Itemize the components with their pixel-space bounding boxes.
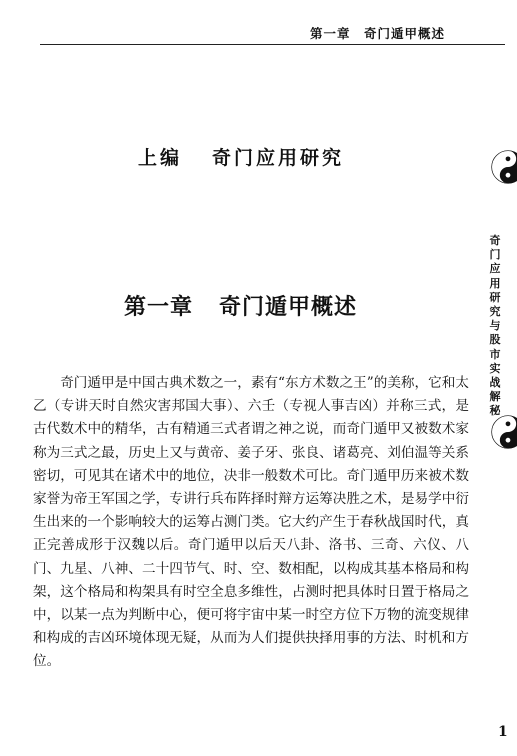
chapter-name: 奇门遁甲概述 <box>219 294 358 320</box>
part-label: 上编 <box>138 147 183 169</box>
running-header <box>40 22 505 45</box>
body-paragraph: 奇门遁甲是中国古典术数之一，素有“东方术数之王”的美称，它和太乙（专讲天时自然灾害邦国大事）、六壬（专视人事吉凶）并称三式，是古代数术中的精华，古有精通三式者谓之神之说，而奇门遁甲又被数术家称为三式之最，历史上又与黄帝、姜子牙、张良、诸葛亮、刘伯温等关系密切，可见其在诸术中的地位，决非一般数术可比。奇门遁甲历来被术数家誉为帝王军国之学，专讲行兵布阵择时辩方运筹决胜之术，是易学中衍生出来的一个影响较大的运筹占测门类。它大约产生于春秋战国时代，真正完善成形于汉魏以后。奇门遁甲以后天八卦、洛书、三奇、六仪、八门、九星、八神、二十四节气、时、空、数相配，以构成其基本格局和构架，这个格局和构架具有时空全息多维性，占测时把具体时日置于格局之中，以某一点为判断中心，便可将宇宙中某一时空方位下万物的流变规律和构成的吉凶环境体现无疑，从而为人们提供抉择用事的方法、时机和方位。 <box>33 375 469 670</box>
yin-yang-icon <box>491 150 517 184</box>
yin-yang-icon <box>491 415 517 449</box>
vertical-book-title: 奇门应用研究与股市实战解秘 <box>489 234 501 418</box>
chapter-title <box>124 290 357 321</box>
page-number: 1 <box>498 724 508 740</box>
running-header-title: 第一章 奇门遁甲概述 <box>309 26 445 41</box>
chapter-label: 第一章 <box>124 294 194 320</box>
part-name: 奇门应用研究 <box>212 147 345 169</box>
part-title <box>138 143 344 170</box>
